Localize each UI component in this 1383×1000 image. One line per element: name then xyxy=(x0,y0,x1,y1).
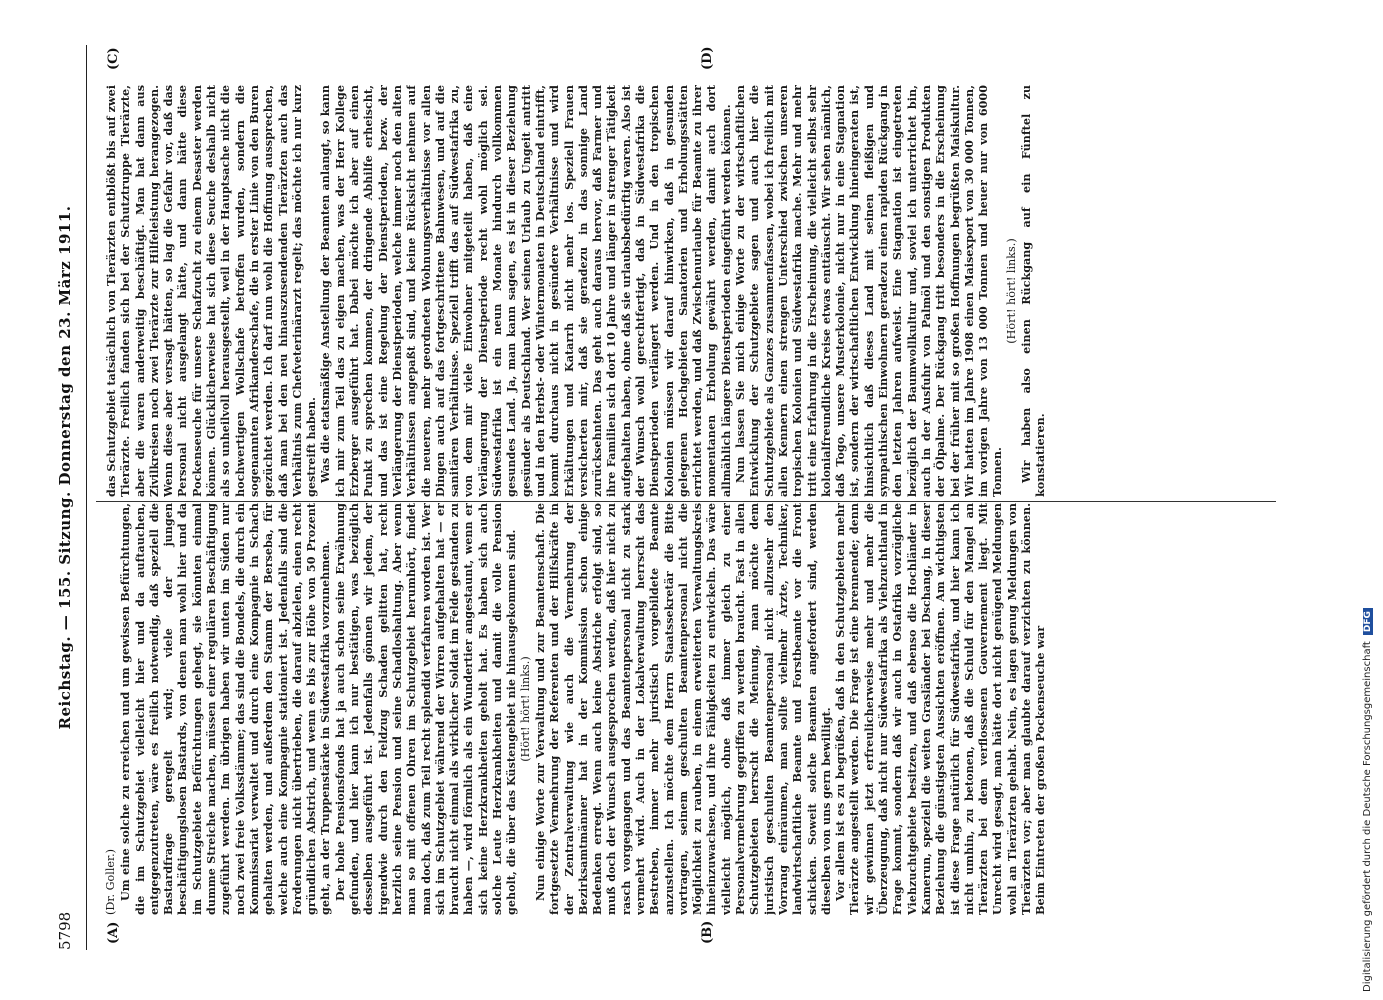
margin-mark-c: (C) xyxy=(106,47,121,70)
paragraph: Nun lassen Sie mich einige Worte zu der wirtschaftlichen Entwicklung der Schutzgebiete sagen und auch hier die Schutzgebiete als Ganzes zusammenfassen, wobei ich freilich mit allen Kennern einen strengen Unterschied zwischen unseren tropischen Kolonien und Südwestafrika mache. Mehr und mehr tritt eine Erfahrung in die Erscheinung, die vielleicht selbst sehr kolonialfreundliche Kreise etwas enttäuscht. Wir sehen nämlich, daß Togo, unsere Musterkolonie, nicht nur in eine Stagnation ist, sondern der wirtschaftlichen Entwicklung hineingeraten ist, hinsichtlich daß dieses Land mit seinen fleißigen und sympathischen Einwohnern geradezu einen rapiden Rückgang in den letzten Jahren aufweist. Eine Stagnation ist eingetreten bezüglich der Baumwollkultur und, soviel ich unterrichtet bin, auch in der Ausfuhr von Palmöl und den sonstigen Produkten der Ölpalme. Der Rückgang tritt besonders in die Erscheinung bei der früher mit so großen Hoffnungen begrüßten Maiskultur. Wir hatten im Jahre 1908 einen Maisexport von 30 000 Tonnen, im vorigen Jahre von 13 000 Tonnen und heuer nur von 6000 Tonnen. xyxy=(733,85,1005,497)
margin-mark-b: (B) xyxy=(700,920,715,944)
paragraph: Vor allem ist es zu begrüßen, daß in den Schutzgebieten mehr Tierärzte angestellt werden. Die Frage ist eine brennende; denn wir gewinnen jetzt erfreulicherweise mehr und mehr die Überzeugung, daß nicht nur Südwestafrika als Viehzuchtland in Frage kommt, sondern daß wir auch in Ostafrika vorzügliche Viehzuchtgebiete besitzen, und daß ebenso die Hochländer in Kamerun, speziell die weiten Grasländer bei Dschang, in dieser Beziehung die günstigsten Aussichten eröffnen. Am wichtigsten ist diese Frage natürlich für Südwestafrika, und hier kann ich nicht umhin, zu betonen, daß die Schuld für den Mangel an Tierärzten bei dem verflossenen Gouvernement liegt. Mit Unrecht wird gesagt, man hätte dort nicht genügend Meldungen wohl an Tierärzten gehabt. Nein, es lagen genug Meldungen von Tierärzten vor; aber man glaubte darauf verzichten zu können. Beim Eintreten der großen Pockenseuche war xyxy=(833,503,1048,915)
page-header xyxy=(56,45,87,950)
paragraph: Was die etatsmäßige Anstellung der Beamten anlangt, so kann ich mir zum Teil das zu eigen machen, was der Herr Kollege Erzberger ausgeführt hat. Dabei möchte ich aber auf einen Punkt zu sprechen kommen, der dringende Abhilfe erheischt, und das ist eine Regelung der Dienstperioden, bezw. der Verlängerung der Dienstperioden, welche immer noch den alten Verhältnissen angepaßt sind, und keine Rücksicht nehmen auf die neueren, mehr geordneten Wohnungsverhältnisse vor allen Dingen auch auf das fortgeschrittene Bahnwesen, und auf die sanitären Verhältnisse. Speziell trifft das auf Südwestafrika zu, von dem mir viele Einwohner mitgeteilt haben, daß eine Verlängerung der Dienstperiode recht wohl möglich sei. Südwestafrika ist ein neun Monate hindurch vollkommen gesundes Land. Ja, man kann sagen, es ist in dieser Beziehung gesünder als Deutschland. Wer seinen Urlaub zu Ungeit antritt und in den Herbst- oder Wintermonaten in Deutschland eintrifft, kommt durchaus nicht in gesündere Verhältnisse und wird Erkältungen und Katarrh nicht mehr los. Speziell Frauen versicherten mir, daß sie geradezu in das sonnige Land zurücksehnten. Das geht auch daraus hervor, daß Farmer und ihre Familien sich dort 10 Jahre und länger in strenger Tätigkeit aufgehalten haben, ohne daß sie urlaubsbedürftig waren. Also ist der Wunsch wohl gerechtfertigt, daß in Südwestafrika die Dienstperioden verlängert werden. Und in den tropischen Kolonien müssen wir darauf hinwirken, daß in gesunden gelegenen Hochgebieten Sanatorien und Erholungsstätten errichtet werden, und daß Zwischenurlaube für Beamte zu ihrer momentanen Erholung gewährt werden, damit auch dort allmählich längere Dienstperioden eingeführt werden können. xyxy=(318,85,733,497)
column-divider xyxy=(96,501,1276,502)
margin-mark-a: (A) xyxy=(106,921,121,944)
dfg-logo: DFG xyxy=(1363,608,1373,635)
page-title: Reichstag. — 155. Sitzung. Donnerstag den 23. März 1911. xyxy=(56,205,74,730)
margin-mark-d: (D) xyxy=(700,46,715,70)
paragraph: Nun einige Worte zur Verwaltung und zur Beamtenschaft. Die fortgesetzte Vermehrung der Referenten und der Hilfskräfte in der Zentralverwaltung wie auch die Vermehrung der Bezirksamtmänner hat in der Kommission schon einige Bedenken erregt. Wenn auch keine Abstriche erfolgt sind, so muß doch der Wunsch ausgesprochen werden, daß hier nicht zu rasch vorgegangen und das Beamtenpersonal nicht zu stark vermehrt wird. Auch in der Lokalverwaltung herrscht das Bestreben, immer mehr juristisch vorgebildete Beamte anzustellen. Ich möchte dem Herrn Staatssekretär die Bitte vortragen, seinem geschulten Beamtenpersonal nicht die Möglichkeit zu rauben, in einem erweiterten Verwaltungskreis hineinzuwachsen, und ihre Fähigkeiten zu entwickeln. Das wäre vielleicht möglich, ohne daß immer gleich zu einer Personalvermehrung gegriffen zu werden braucht. Fast in allen Schutzgebieten herrscht die Meinung, man möchte dem juristisch geschulten Beamtenpersonal nicht allzusehr den Vorrang einräumen, man sollte vielmehr Ärzte, Techniker, landwirtschaftliche Beamte und Forstbeamte vor die Front schicken. Soweit solche Beamten angefordert sind, werden dieselben von uns gern bewilligt. xyxy=(532,503,833,915)
paragraph: Um eine solche zu erreichen und um gewissen Befürchtungen, die im Schutzgebiet vielleicht hier und da auftauchen, entgegenzutreten, wäre es freilich notwendig, daß speziell die Bastardfrage geregelt wird; viele der jungen beschäftigungslosen Bastards, von denen man wohl hier und da im Schutzgebiete Befürchtungen gehegt, sie könnten einmal dumme Streiche machen, müssen einer regulären Beschäftigung zugeführt werden. Im übrigen haben wir unten im Süden nur noch zwei freie Volksstämme; das sind die Bondels, die durch ein Kommissariat verwaltet und durch eine Kompagnie in Schach gehalten werden, und außerdem den Stamm der Berseba, für welche auch eine Kompagnie stationiert ist. Jedenfalls sind die Forderungen nicht übertrieben, die darauf abzielen, einen recht gründlichen Abstrich, und wenn es bis zur Höhe von 50 Prozent geht, an der Truppenstärke in Südwestafrika vorzunehmen. xyxy=(118,503,333,915)
page-number: 5798 xyxy=(56,911,74,950)
speaker-label: (Dr. Goller.) xyxy=(104,848,117,915)
digitization-note-text: Digitalisierung gefördert durch die Deutsche Forschungsgemeinschaft xyxy=(1362,641,1373,992)
paragraph: Der hohe Pensionsfonds hat ja auch schon seine Erwähnung gefunden, und hier kann ich nur bestätigen, was bezüglich desselben ausgeführt ist. Jedenfalls gönnen wir jedem, der irgendwie durch den Feldzug Schaden gelitten hat, recht herzlich seine Pension und seine Schadloshaltung. Aber wenn man so mit offenen Ohren im Schutzgebiet herumhört, findet man doch, daß zum Teil recht splendid verfahren worden ist. Wer sich im Schutzgebiet während der Wirren aufgehalten hat — er braucht nicht einmal als wirklicher Soldat im Felde gestanden zu haben —, wird förmlich als ein Wundertier angestaunt, wenn er sich keine Herzkrankheiten geholt hat. Es haben sich auch solche Leute Herzkrankheiten und damit die volle Pension geholt, die über das Küstengebiet nie hinausgekommen sind. xyxy=(332,503,519,915)
interjection: (Hört! hört! links.) xyxy=(1004,238,1018,344)
paragraph: Wir haben also einen Rückgang auf ein Fünftel zu konstatieren. xyxy=(1019,85,1048,497)
left-column xyxy=(104,503,1272,915)
interjection: (Hört! hört! links.) xyxy=(518,656,532,762)
right-column xyxy=(104,85,1272,497)
paragraph: das Schutzgebiet tatsächlich von Tierärzten entblößt bis auf zwei Tierärzte. Freilich fanden sich bei der Schutztruppe Tierärzte, aber die waren anderweitig beschäftigt. Man hat dann aus Zivilkreisen noch zwei Tierärzte zur Hilfeleistung herangezogen. Wenn diese aber versagt hätten, so lag die Gefahr vor, daß das Personal nicht ausgelangt hätte, und dann hätte diese Pockenseuche für unsere Schafzucht zu einem Desaster werden können. Glücklicherweise hat sich diese Seuche deshalb nicht als so unheilvoll herausgestellt, weil in der Hauptsache nicht die hochwertigen Wollschafe betroffen wurden, sondern die sogenannten Afrikanderschafe, die in erster Linie von den Buren gezüchtet werden. Ich darf nun wohl die Hoffnung aussprechen, daß man bei den neu hinauszusendenden Tierärzten auch das Verhältnis zum Chefveterinärarzt regelt; das möchte ich nur kurz gestreift haben. xyxy=(104,85,319,497)
